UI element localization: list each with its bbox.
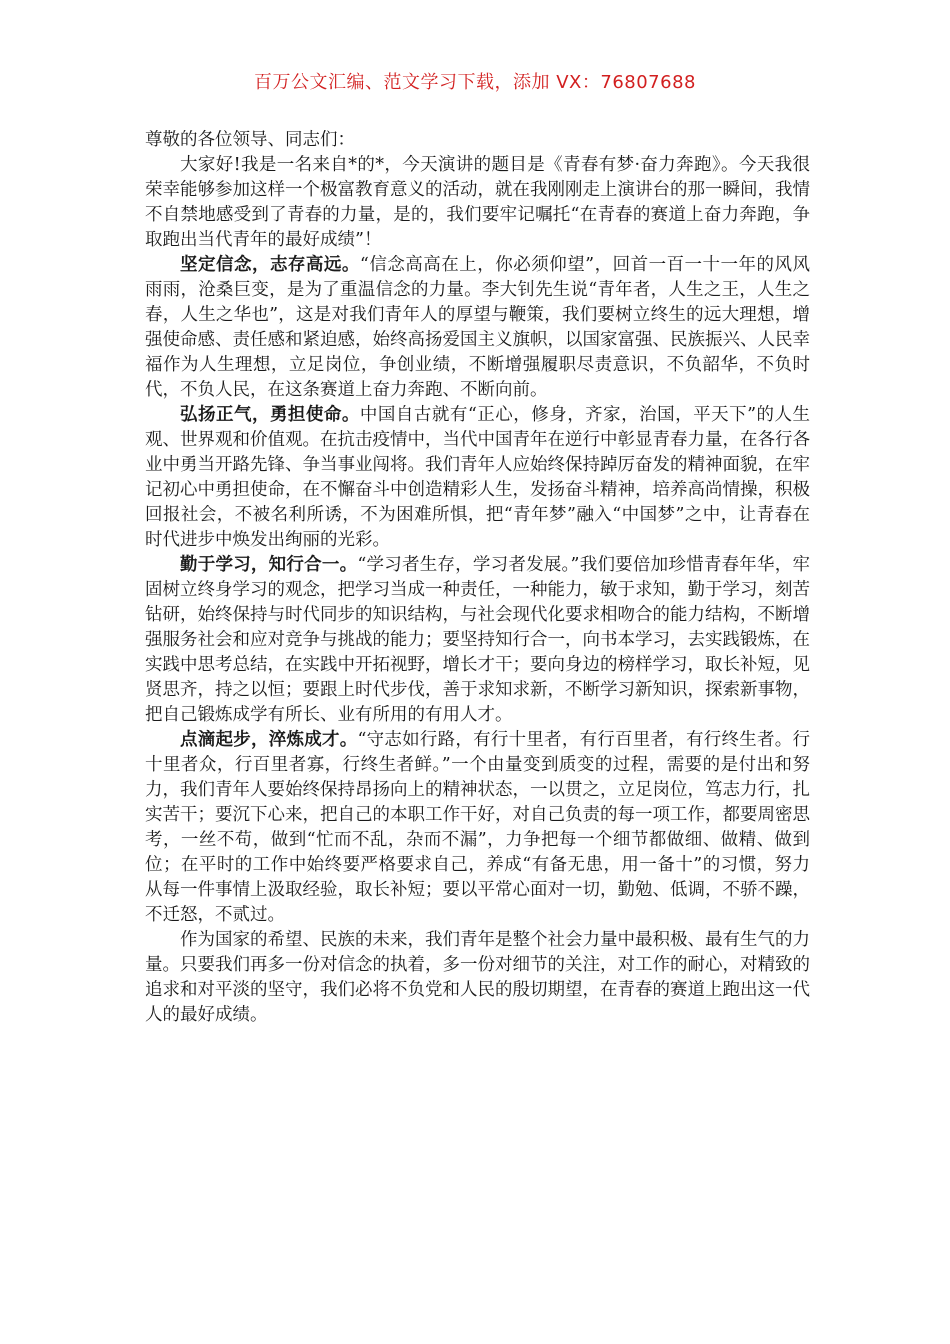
document-body [145,128,810,1028]
section-paragraph-2 [145,403,810,553]
section-paragraph-3 [145,553,810,728]
intro-paragraph: 大家好!我是一名来自*的*，今天演讲的题目是《青春有梦·奋力奔跑》。今天我很荣幸能够参加这样一个极富教育意义的活动，就在我刚刚走上演讲台的那一瞬间，我情不自禁地感受到了青春的力量，是的，我们要牢记嘱托“在青春的赛道上奋力奔跑，争取跑出当代青年的最好成绩”！ [145,155,810,250]
section-paragraph-1 [145,253,810,403]
section-paragraph-4 [145,728,810,928]
section-text-4: “守志如行路，有行十里者，有行百里者，有行终生者。行十里者众，行百里者寡，行终生者鲜。”一个由量变到质变的过程，需要的是付出和努力，我们青年人要始终保持昂扬向上的精神状态，一以贯之，立足岗位，笃志力行，扎实苦干；要沉下心来，把自己的本职工作干好，对自己负责的每一项工作，都要周密思考，一丝不苟，做到“忙而不乱，杂而不漏”，力争把每一个细节都做细、做精、做到位；在平时的工作中始终要严格要求自己，养成“有备无患，用一备十”的习惯，努力从每一件事情上汲取经验，取长补短；要以平常心面对一切，勤勉、低调，不骄不躁，不迁怒，不贰过。 [145,730,811,925]
closing-paragraph: 作为国家的希望、民族的未来，我们青年是整个社会力量中最积极、最有生气的力量。只要我们再多一份对信念的执着，多一份对细节的关注，对工作的耐心，对精致的追求和对平淡的坚守，我们必将不负党和人民的殷切期望，在青春的赛道上跑出这一代人的最好成绩。 [145,930,810,1025]
section-lead-2: 弘扬正气，勇担使命。 [180,405,360,425]
section-text-3: “学习者生存，学习者发展。”我们要倍加珍惜青春年华，牢固树立终身学习的观念，把学习当成一种责任，一种能力，敏于求知，勤于学习，刻苦钻研，始终保持与时代同步的知识结构，与社会现代化要求相吻合的能力结构，不断增强服务社会和应对竞争与挑战的能力；要坚持知行合一，向书本学习，去实践锻炼，在实践中思考总结，在实践中开拓视野，增长才干；要向身边的榜样学习，取长补短，见贤思齐，持之以恒；要跟上时代步伐，善于求知求新，不断学习新知识，探索新事物，把自己锻炼成学有所长、业有所用的有用人才。 [145,555,810,725]
section-lead-4: 点滴起步，淬炼成才。 [180,730,358,750]
section-text-2: 中国自古就有“正心，修身，齐家，治国，平天下”的人生观、世界观和价值观。在抗击疫情中，当代中国青年在逆行中彰显青春力量，在各行各业中勇当开路先锋、争当事业闯将。我们青年人应始终保持踔厉奋发的精神面貌，在牢记初心中勇担使命，在不懈奋斗中创造精彩人生，发扬奋斗精神，培养高尚情操，积极回报社会，不被名利所诱，不为困难所惧，把“青年梦”融入“中国梦”之中，让青春在时代进步中焕发出绚丽的光彩。 [145,405,810,550]
salutation: 尊敬的各位领导、同志们： [145,130,355,150]
header-banner: 百万公文汇编、范文学习下载，添加 VX：76807688 [254,72,696,93]
section-lead-1: 坚定信念，志存高远。 [180,255,360,275]
section-text-1: “信念高高在上，你必须仰望”，回首一百一十一年的风风雨雨，沧桑巨变，是为了重温信念的力量。李大钊先生说“青年者，人生之王，人生之春，人生之华也”，这是对我们青年人的厚望与鞭策，我们要树立终生的远大理想，增强使命感、责任感和紧迫感，始终高扬爱国主义旗帜，以国家富强、民族振兴、人民幸福作为人生理想，立足岗位，争创业绩，不断增强履职尽责意识，不负韶华，不负时代，不负人民，在这条赛道上奋力奔跑、不断向前。 [145,255,810,400]
section-lead-3: 勤于学习，知行合一。 [180,555,358,575]
